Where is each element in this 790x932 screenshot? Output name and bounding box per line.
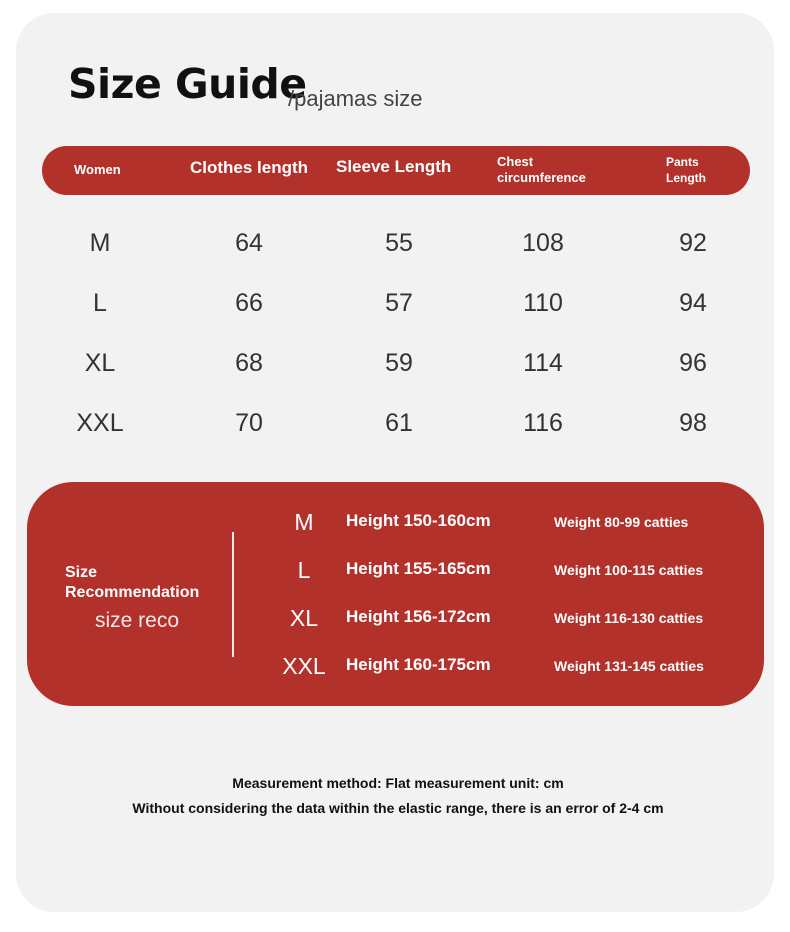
cell-size: M: [89, 229, 111, 257]
recommendation-title-line-2: Recommendation: [65, 584, 200, 601]
cell-clothes-length: 66: [235, 289, 263, 317]
cell-size: L: [93, 289, 107, 317]
cell-clothes-length: 70: [235, 409, 263, 437]
reco-height: Height 156-172cm: [346, 607, 491, 626]
reco-size: L: [297, 557, 311, 583]
measurement-method-note: Measurement method: Flat measurement unit: cm: [232, 775, 564, 791]
reco-weight: Weight 131-145 catties: [554, 658, 704, 674]
header-pants-line-1: Pants: [666, 155, 699, 169]
cell-chest: 108: [522, 229, 564, 257]
header-women: Women: [74, 162, 121, 177]
header-chest-circumference: [497, 154, 617, 186]
reco-height: Height 160-175cm: [346, 655, 491, 674]
table-header: [42, 146, 750, 195]
header-sleeve-length: Sleeve Length: [336, 157, 452, 176]
cell-pants-length: 94: [679, 289, 707, 317]
reco-size: XL: [289, 605, 319, 631]
reco-weight: Weight 80-99 catties: [554, 514, 689, 530]
header-pants-length: [666, 154, 726, 186]
recommendation-row: [27, 653, 764, 683]
cell-pants-length: 96: [679, 349, 707, 377]
error-note: Without considering the data within the elastic range, there is an error of 2-4 cm: [132, 800, 664, 816]
cell-clothes-length: 68: [235, 349, 263, 377]
table-row: [42, 349, 750, 389]
size-recommendation-panel: [27, 482, 764, 706]
cell-sleeve-length: 61: [385, 409, 413, 437]
divider: [232, 532, 234, 657]
reco-weight: Weight 100-115 catties: [554, 562, 704, 578]
cell-size: XXL: [76, 409, 124, 437]
cell-sleeve-length: 55: [385, 229, 413, 257]
recommendation-title-line-1: Size: [65, 564, 98, 581]
cell-pants-length: 98: [679, 409, 707, 437]
cell-sleeve-length: 59: [385, 349, 413, 377]
cell-sleeve-length: 57: [385, 289, 413, 317]
recommendation-row: [27, 557, 764, 587]
reco-size: XXL: [282, 653, 326, 679]
reco-weight: Weight 116-130 catties: [554, 610, 704, 626]
header-clothes-length: Clothes length: [190, 158, 309, 177]
cell-size: XL: [84, 349, 116, 377]
table-row: [42, 409, 750, 449]
recommendation-subtitle: size reco: [95, 609, 180, 632]
table-row: [42, 289, 750, 329]
header-pants-line-2: Length: [666, 171, 706, 185]
cell-chest: 116: [523, 409, 563, 437]
header-chest-line-2: circumference: [497, 170, 586, 185]
reco-height: Height 150-160cm: [346, 511, 491, 530]
cell-chest: 114: [523, 349, 563, 377]
recommendation-row: [27, 605, 764, 635]
page-subtitle: /pajamas size: [288, 86, 423, 111]
cell-pants-length: 92: [679, 229, 707, 257]
cell-clothes-length: 64: [235, 229, 263, 257]
table-row: [42, 229, 750, 269]
reco-size: M: [294, 509, 314, 535]
header-chest-line-1: Chest: [497, 154, 534, 169]
reco-height: Height 155-165cm: [346, 559, 491, 578]
recommendation-row: [27, 509, 764, 539]
cell-chest: 110: [523, 289, 563, 317]
page-title: Size Guide: [68, 60, 307, 108]
